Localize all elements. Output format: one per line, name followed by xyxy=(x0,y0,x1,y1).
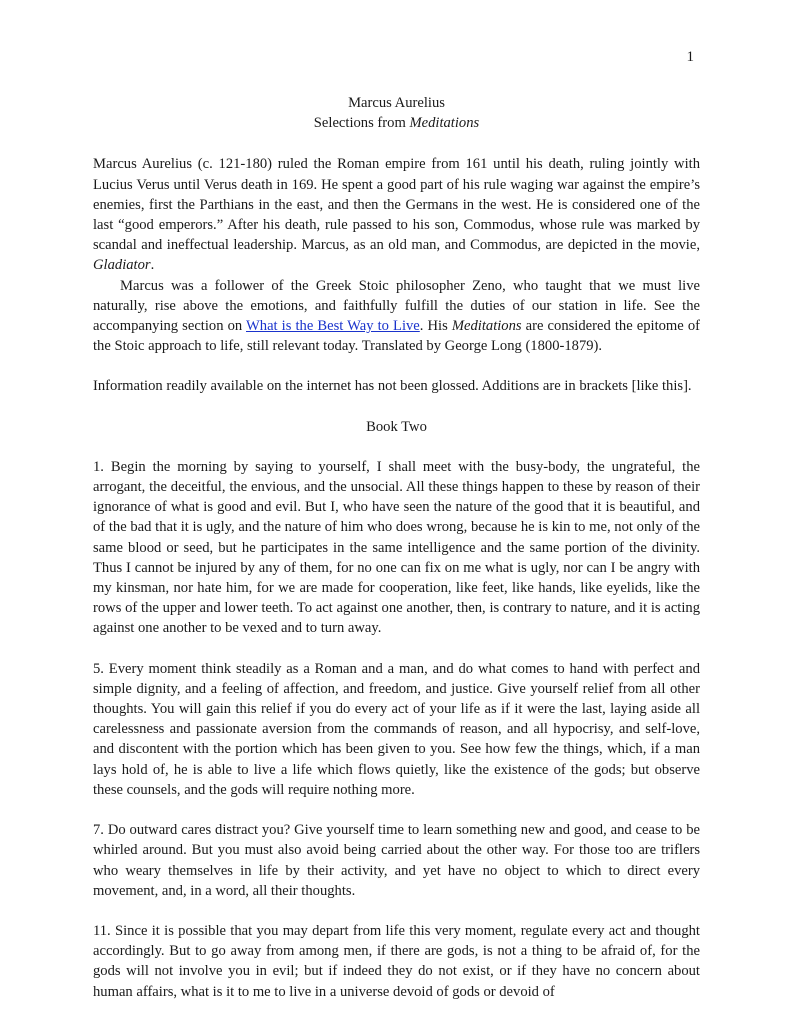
intro-note: Information readily available on the internet has not been glossed. Additions are in brackets [like this]. xyxy=(93,378,692,395)
spacer xyxy=(93,397,700,417)
book-heading: Book Two xyxy=(366,418,427,435)
intro-p2-italic: Meditations xyxy=(451,318,522,335)
intro-p2-text: Marcus was a follower of the Greek Stoic philosopher Zeno, who taught that we must live naturally, rise above the emotions, and faithfully fulfill the duties of our station in life. See the accompanying section on xyxy=(93,277,700,335)
passage-7: 7. Do outward cares distract you? Give yourself time to learn something new and good, and cease to be whirled around. But you must also avoid being carried about the other way. For those too are triflers who weary themselves in life by their activity, and yet have no object to which to direct every movement, and, in a word, all their thoughts. xyxy=(93,822,700,899)
subtitle-work: Meditations xyxy=(409,115,480,132)
intro-paragraph-1 xyxy=(93,154,700,275)
spacer xyxy=(93,437,700,457)
page-number: 1 xyxy=(686,49,694,65)
work-subtitle xyxy=(93,113,700,133)
intro-p2-mid: . His xyxy=(419,318,452,335)
document-body xyxy=(93,93,700,1002)
best-way-to-live-link[interactable]: What is the Best Way to Live xyxy=(246,318,420,335)
title-block xyxy=(93,93,700,133)
spacer xyxy=(93,356,700,376)
author-title: Marcus Aurelius xyxy=(348,95,445,111)
subtitle-prefix: Selections from xyxy=(313,115,410,132)
passage-1: 1. Begin the morning by saying to yourself, I shall meet with the busy-body, the ungrateful, the arrogant, the deceitful, the envious, and the unsocial. All these things happen to these by reason of their ignorance of what is good and evil. But I, who have seen the nature of the good that it is beautiful, and of the bad that it is ugly, and the nature of him who does wrong, because he is kin to me, not only of the same blood or seed, but he participates in the same intelligence and the same portion of the divinity. Thus I cannot be injured by any of them, for no one can fix on me what is ugly, nor can I be angry with my kinsman, nor hate him, for we are made for cooperation, like feet, like hands, like eyelids, like the rows of the upper and lower teeth. To act against one another, then, is contrary to nature, and it is acting against one another to be vexed and to turn away. xyxy=(93,458,700,637)
spacer xyxy=(93,639,700,659)
passage-5: 5. Every moment think steadily as a Roman and a man, and do what comes to hand with perfect and simple dignity, and a feeling of affection, and freedom, and justice. Give yourself relief from all other thoughts. You will gain this relief if you do every act of your life as if it were the last, laying aside all carelessness and passionate aversion from the commands of reason, and all hypocrisy, and self-love, and discontent with the portion which has been given to you. See how few the things, which, if a man lays hold of, he is able to live a life which flows quietly, like the existence of the gods; but observe these counsels, and the gods will require nothing more. xyxy=(93,660,700,798)
intro-paragraph-2 xyxy=(93,276,700,357)
intro-p2-end: are considered the epitome of the Stoic approach to life, still relevant today. Translated by George Long (1800-1879). xyxy=(93,318,700,355)
spacer xyxy=(93,901,700,921)
intro-p1-italic: Gladiator xyxy=(93,257,151,274)
intro-p1-end: . xyxy=(150,257,155,274)
passage-11: 11. Since it is possible that you may depart from life this very moment, regulate every act and thought accordingly. But to go away from among men, if there are gods, is not a thing to be afraid of, for the gods will not involve you in evil; but if indeed they do not exist, or if they have no concern about human affairs, what is it to me to live in a universe devoid of gods or devoid of xyxy=(93,922,700,1000)
spacer xyxy=(93,800,700,820)
intro-p1-text: Marcus Aurelius (c. 121-180) ruled the Roman empire from 161 until his death, ruling jointly with Lucius Verus until Verus death in 169. He spent a good part of his rule waging war against the empire’s enemies, first the Parthians in the east, and then the Germans in the west. He is considered one of the last “good emperors.” After his death, rule passed to his son, Commodus, whose rule was marked by scandal and ineffectual leadership. Marcus, as an old man, and Commodus, are depicted in the movie, xyxy=(93,156,700,254)
